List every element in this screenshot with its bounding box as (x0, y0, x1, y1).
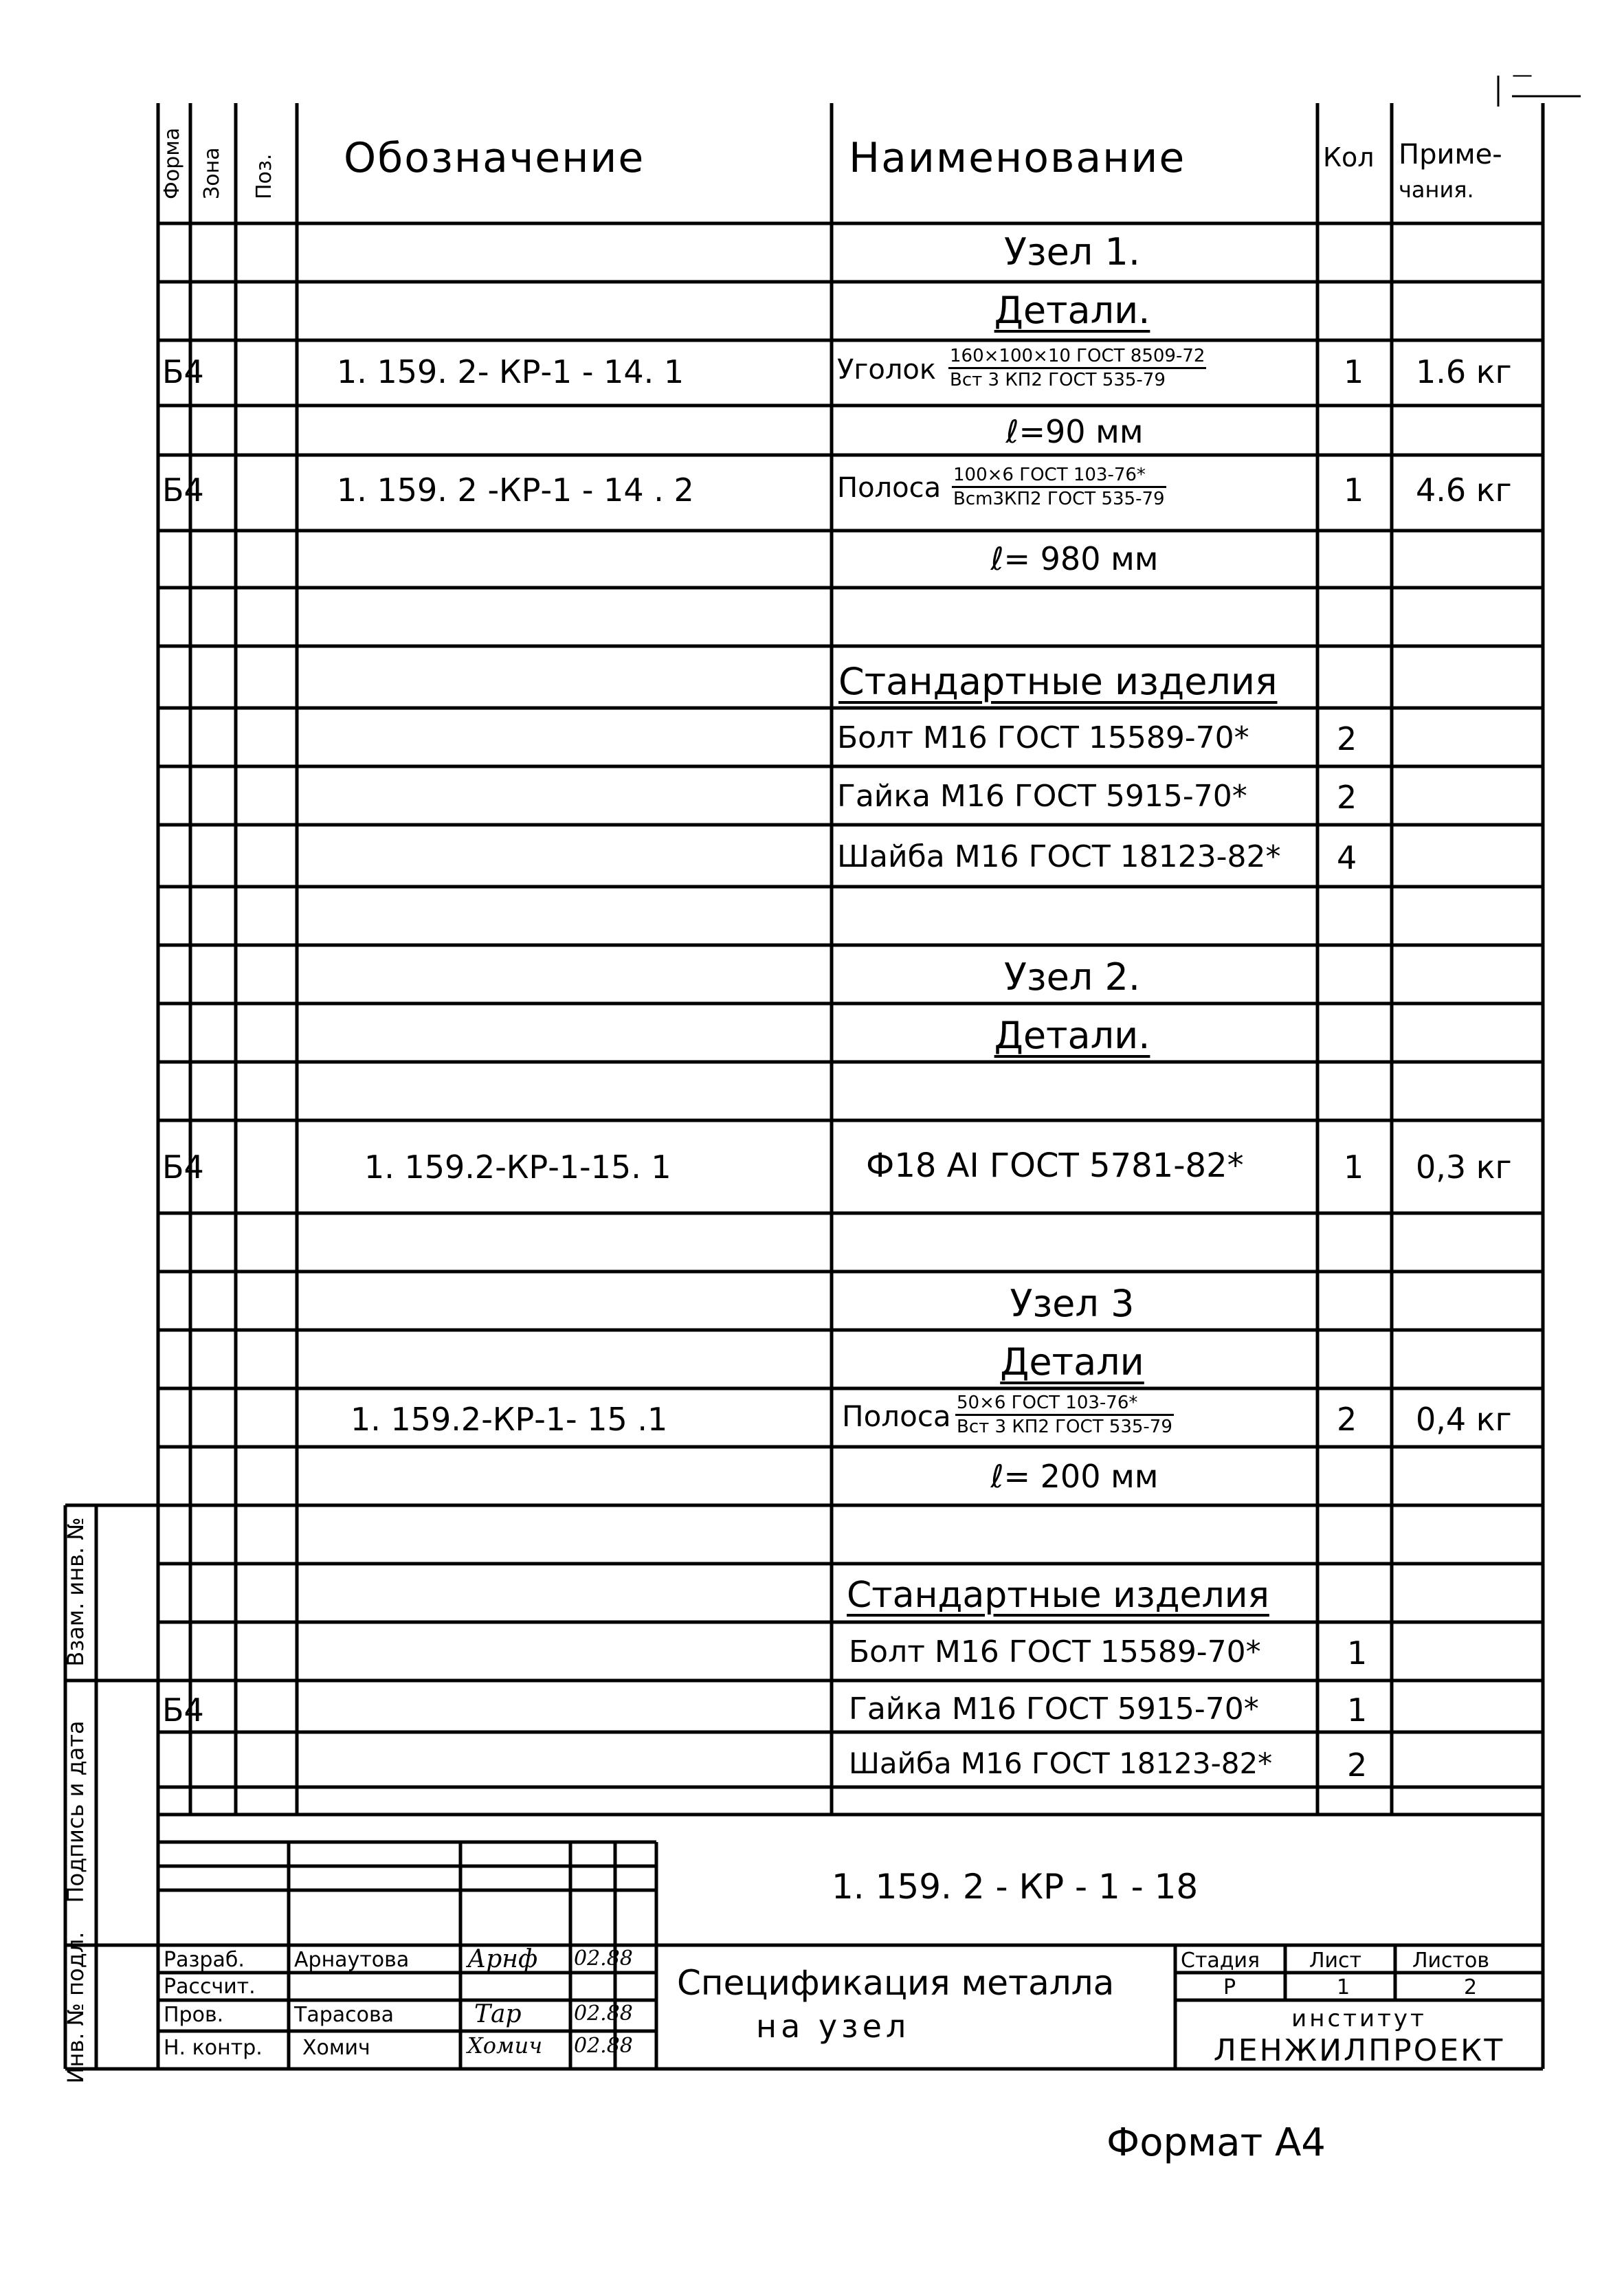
row5-profile-fraction (952, 466, 1166, 509)
format-label: Формат А4 (1106, 2120, 1326, 2165)
header-primechaniya-1: Приме- (1399, 139, 1502, 170)
tb-institut-name: ЛЕНЖИЛПРОЕКТ (1213, 2033, 1505, 2068)
header-poz: Поз. (252, 153, 276, 199)
row21-length: ℓ= 200 мм (990, 1458, 1159, 1495)
row16-name: Ф18 АI ГОСТ 5781-82* (866, 1146, 1244, 1185)
row10-kol: 2 (1337, 779, 1357, 816)
row3-name: Уголок (837, 354, 937, 386)
doc-code: 1. 159. 2 - КР - 1 - 18 (832, 1867, 1199, 1907)
row5-name: Полоса (837, 472, 942, 504)
tb-prov-signature: Тар (474, 2000, 522, 2028)
row5-prim: 4.6 кг (1416, 472, 1512, 509)
corner-mark: — (1512, 63, 1533, 87)
row20-profile-fraction (955, 1394, 1174, 1437)
row3-profile-fraction (948, 347, 1206, 390)
row4-length: ℓ=90 мм (1005, 413, 1144, 450)
tb-razrab-signature: Арнф (467, 1945, 538, 1973)
tb-rasschit-label: Рассчит. (164, 1975, 256, 1999)
row11-name: Шайба М16 ГОСТ 18123-82* (837, 839, 1281, 874)
tb-prov-date: 02.88 (574, 2002, 633, 2026)
uzel2-detali: Детали. (994, 1014, 1150, 1057)
row20-prim: 0,4 кг (1416, 1401, 1512, 1438)
header-primechaniya-2: чания. (1399, 177, 1474, 203)
row24-name: Болт М16 ГОСТ 15589-70* (849, 1634, 1261, 1670)
row9-kol: 2 (1337, 720, 1357, 757)
header-oboznachenie: Обозначение (344, 134, 645, 182)
tb-razrab-date: 02.88 (574, 1947, 633, 1971)
row11-kol: 4 (1337, 839, 1357, 876)
uzel1-detali: Детали. (994, 289, 1150, 332)
row6-length: ℓ= 980 мм (990, 540, 1159, 577)
row25-kol: 1 (1347, 1692, 1368, 1729)
tb-prov-name: Тарасова (294, 2003, 394, 2027)
row3-prim: 1.6 кг (1416, 353, 1512, 390)
row3-profile-num: 160×100×10 ГОСТ 8509-72 (948, 347, 1206, 369)
uzel2-title: Узел 2. (1003, 955, 1141, 999)
tb-nkontr-name: Хомич (302, 2036, 370, 2060)
tb-title-line2: на узел (756, 2008, 911, 2045)
tb-nkontr-date: 02.88 (574, 2034, 633, 2058)
side-inv-podl: Инв. № подл. (63, 1931, 89, 2084)
header-forma: Форма (160, 127, 184, 199)
row26-name: Шайба М16 ГОСТ 18123-82* (849, 1747, 1273, 1780)
row16-kol: 1 (1344, 1149, 1364, 1186)
tb-list-value: 1 (1337, 1975, 1350, 1999)
row3-oboznachenie: 1. 159. 2- КР-1 - 14. 1 (337, 353, 685, 390)
row20-name: Полоса (842, 1399, 951, 1433)
row25-forma: Б4 (162, 1692, 204, 1729)
uzel3-standard-items: Стандартные изделия (847, 1575, 1269, 1616)
row5-profile-num: 100×6 ГОСТ 103-76* (952, 466, 1166, 488)
row16-forma: Б4 (162, 1149, 204, 1186)
row20-oboznachenie: 1. 159.2-КР-1- 15 .1 (351, 1401, 668, 1438)
tb-nkontr-signature: Хомич (467, 2032, 543, 2059)
row3-kol: 1 (1344, 353, 1364, 390)
uzel3-detali: Детали (1000, 1340, 1144, 1384)
row16-oboznachenie: 1. 159.2-КР-1-15. 1 (364, 1149, 671, 1186)
row5-oboznachenie: 1. 159. 2 -КР-1 - 14 . 2 (337, 472, 694, 509)
tb-listov-label: Листов (1412, 1949, 1490, 1973)
side-podpis-data: Подпись и дата (63, 1720, 89, 1903)
row20-profile-num: 50×6 ГОСТ 103-76* (955, 1394, 1174, 1416)
header-zona: Зона (200, 147, 224, 199)
header-kol: Кол (1323, 142, 1375, 173)
row3-forma: Б4 (162, 353, 204, 390)
row5-forma: Б4 (162, 472, 204, 509)
tb-nkontr-label: Н. контр. (164, 2036, 263, 2060)
row20-profile-den: Вст 3 КП2 ГОСТ 535-79 (957, 1417, 1172, 1438)
row9-name: Болт М16 ГОСТ 15589-70* (837, 720, 1249, 755)
header-naimenovanie: Наименование (849, 134, 1186, 182)
tb-listov-value: 2 (1464, 1975, 1478, 1999)
side-vzam-inv: Взам. инв. № (63, 1517, 89, 1667)
row25-name: Гайка М16 ГОСТ 5915-70* (849, 1692, 1259, 1727)
tb-title-line1: Спецификация металла (677, 1963, 1115, 2003)
uzel3-title: Узел 3 (1010, 1282, 1135, 1325)
row20-kol: 2 (1337, 1401, 1357, 1438)
uzel1-title: Узел 1. (1003, 230, 1141, 274)
tb-razrab-name: Арнаутова (294, 1948, 410, 1972)
tb-stadiya-value: Р (1223, 1975, 1236, 1999)
row26-kol: 2 (1347, 1747, 1368, 1784)
row16-prim: 0,3 кг (1416, 1149, 1512, 1186)
row24-kol: 1 (1347, 1634, 1368, 1672)
row5-profile-den: Всm3КП2 ГОСТ 535-79 (953, 489, 1165, 510)
row3-profile-den: Вст 3 КП2 ГОСТ 535-79 (950, 370, 1166, 391)
row10-name: Гайка М16 ГОСТ 5915-70* (837, 779, 1247, 814)
tb-razrab-label: Разраб. (164, 1948, 245, 1972)
tb-list-label: Лист (1309, 1949, 1362, 1973)
tb-stadiya-label: Стадия (1181, 1949, 1260, 1973)
tb-prov-label: Пров. (164, 2003, 224, 2027)
uzel1-standard-items: Стандартные изделия (838, 660, 1278, 703)
tb-institut-label: институт (1291, 2005, 1427, 2032)
row5-kol: 1 (1344, 472, 1364, 509)
